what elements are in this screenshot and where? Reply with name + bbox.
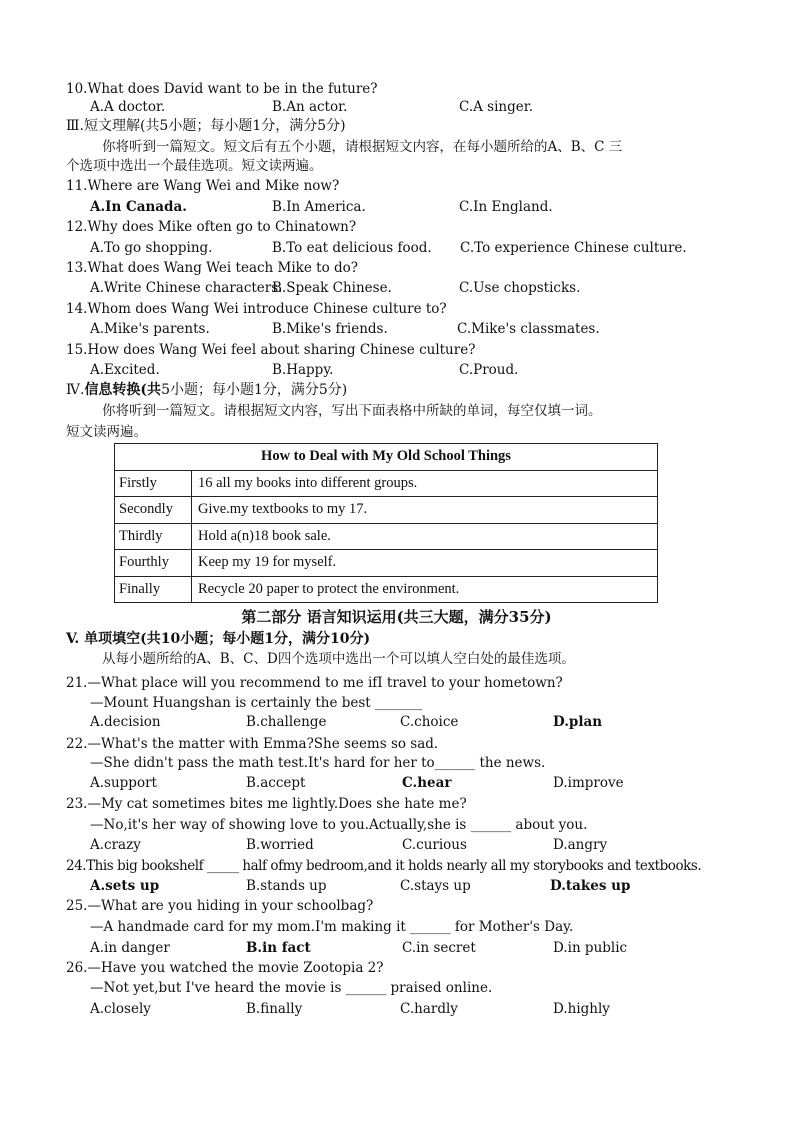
q24-option-c: C.stays up [400, 878, 471, 894]
table-step: Secondly [115, 497, 192, 524]
q24-option-b: B.stands up [246, 878, 327, 894]
section4-title [66, 381, 347, 399]
q22-option-b: B.accept [246, 775, 306, 791]
section3-title: Ⅲ.短文理解(共5小题；每小题1分，满分5分) [66, 118, 346, 134]
info-table [114, 443, 658, 603]
q13-option-c: C.Use chopsticks. [459, 280, 581, 296]
q25-option-d: D.in public [553, 940, 628, 956]
q26-line2: —Not yet,but I've heard the movie is ______ praised online. [90, 980, 493, 996]
q11-option-c: C.In England. [459, 199, 553, 215]
q13-option-a: A.Write Chinese characters. [90, 280, 283, 296]
table-row [115, 550, 658, 577]
q24-option-a: A.sets up [90, 878, 160, 894]
q22-option-d: D.improve [553, 775, 624, 791]
q15-option-c: C.Proud. [459, 362, 519, 378]
table-text: Give.my textbooks to my 17. [192, 497, 658, 524]
q10-option-c: C.A singer. [459, 99, 534, 115]
section4-instruction-2: 短文读两遍。 [66, 424, 147, 440]
q26-option-b: B.finally [246, 1001, 303, 1017]
q12-option-c: C.To experience Chinese culture. [460, 240, 687, 256]
q14-option-a: A.Mike's parents. [90, 321, 210, 337]
q25-line1: 25.—What are you hiding in your schoolbag? [66, 898, 374, 914]
q23-option-c: C.curious [402, 837, 467, 853]
q22-line2: —She didn't pass the math test.It's hard for her to______ the news. [90, 755, 546, 771]
q12-option-a: A.To go shopping. [90, 240, 213, 256]
section5-title: V. 单项填空(共10小题；每小题1分，满分10分) [66, 631, 371, 647]
q14-option-c: C.Mike's classmates. [457, 321, 600, 337]
q21-line1: 21.—What place will you recommend to me ifI travel to your hometown? [66, 675, 563, 691]
table-step: Finally [115, 576, 192, 603]
info-table-title: How to Deal with My Old School Things [115, 444, 658, 471]
q23-option-b: B.worried [246, 837, 314, 853]
section4-title-detail: 5小题；每小题1分，满分5分) [161, 382, 348, 398]
table-text: 16 all my books into different groups. [192, 470, 658, 497]
q13-stem: 13.What does Wang Wei teach Mike to do? [66, 260, 358, 276]
q11-option-b: B.In America. [272, 199, 366, 215]
table-row [115, 523, 658, 550]
table-step: Thirdly [115, 523, 192, 550]
q26-option-c: C.hardly [400, 1001, 458, 1017]
q21-option-c: C.choice [400, 714, 459, 730]
table-row [115, 497, 658, 524]
q14-option-b: B.Mike's friends. [272, 321, 388, 337]
q24-option-d: D.takes up [550, 878, 631, 894]
table-step: Fourthly [115, 550, 192, 577]
q10-stem: 10.What does David want to be in the future? [66, 81, 378, 97]
q22-line1: 22.—What's the matter with Emma?She seems so sad. [66, 736, 439, 752]
q23-option-d: D.angry [553, 837, 608, 853]
q23-line1: 23.—My cat sometimes bites me lightly.Does she hate me? [66, 796, 467, 812]
q26-option-a: A.closely [90, 1001, 151, 1017]
part2-title: 第二部分 语言知识运用(共三大题，满分35分) [241, 608, 552, 626]
q12-stem: 12.Why does Mike often go to Chinatown? [66, 219, 357, 235]
q10-option-a: A.A doctor. [90, 99, 166, 115]
q24-line1: 24.This big bookshelf _____ half ofmy bedroom,and it holds nearly all my storybooks and textbooks. [66, 858, 702, 874]
section4-title-numeral: Ⅳ. [66, 382, 85, 398]
q22-option-c: C.hear [402, 775, 452, 791]
table-step: Firstly [115, 470, 192, 497]
section3-instruction-2: 个选项中选出一个最佳选项。短文读两遍。 [66, 158, 323, 174]
q15-option-a: A.Excited. [90, 362, 160, 378]
table-text: Keep my 19 for myself. [192, 550, 658, 577]
q22-option-a: A.support [90, 775, 157, 791]
q25-option-b: B.in fact [246, 940, 311, 956]
q15-option-b: B.Happy. [272, 362, 334, 378]
q23-option-a: A.crazy [90, 837, 141, 853]
section4-instruction-1: 你将听到一篇短文。请根据短文内容，写出下面表格中所缺的单词，每空仅填一词。 [102, 403, 602, 419]
table-text: Recycle 20 paper to protect the environment. [192, 576, 658, 603]
section4-title-name: 信息转换(共 [84, 382, 162, 398]
q12-option-b: B.To eat delicious food. [272, 240, 432, 256]
section3-instruction-1: 你将听到一篇短文。短文后有五个小题，请根据短文内容，在每小题所给的A、B、C 三 [102, 139, 623, 155]
q21-option-d: D.plan [553, 714, 603, 730]
info-table-header-row [115, 444, 658, 471]
q21-line2: —Mount Huangshan is certainly the best _______ [90, 695, 423, 711]
q23-line2: —No,it's her way of showing love to you.Actually,she is ______ about you. [90, 817, 588, 833]
q11-stem: 11.Where are Wang Wei and Mike now? [66, 178, 340, 194]
q25-option-a: A.in danger [90, 940, 170, 956]
section5-instruction: 从每小题所给的A、B、C、D四个选项中选出一个可以填人空白处的最佳选项。 [102, 651, 575, 667]
table-row [115, 576, 658, 603]
q14-stem: 14.Whom does Wang Wei introduce Chinese culture to? [66, 301, 447, 317]
q26-line1: 26.—Have you watched the movie Zootopia 2? [66, 960, 384, 976]
q25-line2: —A handmade card for my mom.I'm making it ______ for Mother's Day. [90, 919, 574, 935]
q21-option-b: B.challenge [246, 714, 327, 730]
q13-option-b: B.Speak Chinese. [272, 280, 392, 296]
q10-option-b: B.An actor. [272, 99, 348, 115]
q21-option-a: A.decision [90, 714, 161, 730]
q25-option-c: C.in secret [402, 940, 476, 956]
table-text: Hold a(n)18 book sale. [192, 523, 658, 550]
q26-option-d: D.highly [553, 1001, 610, 1017]
table-row [115, 470, 658, 497]
q15-stem: 15.How does Wang Wei feel about sharing Chinese culture? [66, 342, 476, 358]
q11-option-a: A.In Canada. [90, 199, 187, 215]
